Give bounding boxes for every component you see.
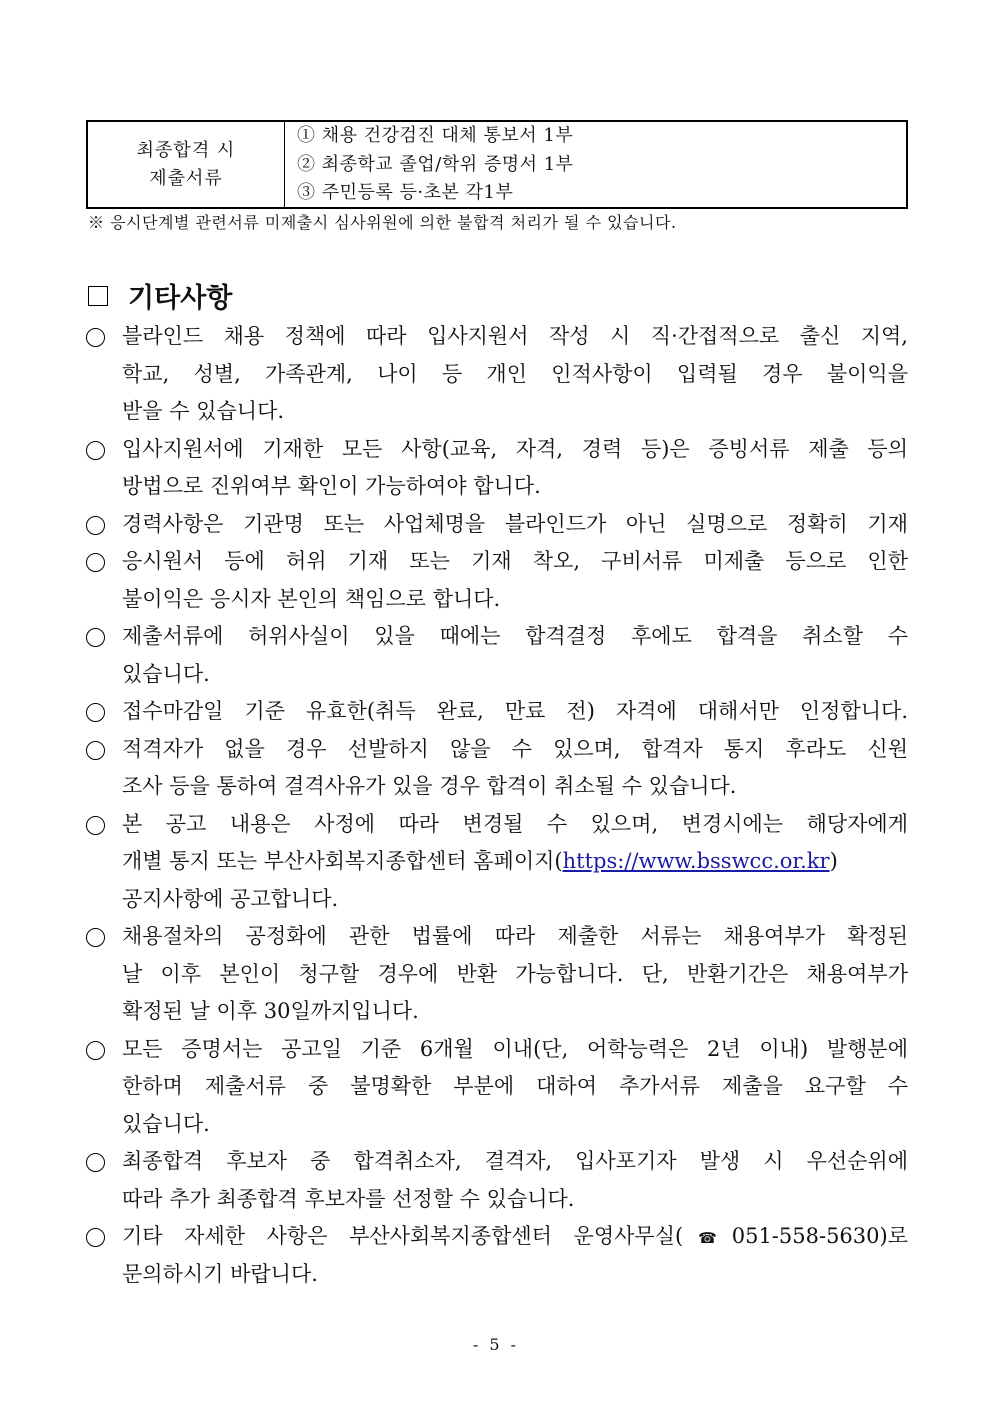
notice-list: [86, 318, 908, 1293]
circle-bullet-icon: [86, 1041, 105, 1060]
table-item: ③ 주민등록 등·초본 각1부: [297, 182, 514, 203]
phone-icon: ☎: [683, 1229, 732, 1247]
table-note: ※ 응시단계별 관련서류 미제출시 심사위원에 의한 불합격 처리가 될 수 있습니다.: [88, 213, 677, 232]
list-item: [86, 618, 908, 693]
circle-bullet-icon: [86, 1228, 105, 1247]
list-item: [86, 806, 908, 919]
item-line: 확정된 날 이후 30일까지입니다.: [122, 999, 419, 1023]
item-line-text: 개별 통지 또는 부산사회복지종합센터 홈페이지(: [122, 849, 563, 873]
table-label-line2: 제출서류: [149, 167, 223, 189]
circle-bullet-icon: [86, 516, 105, 535]
item-line: 방법으로 진위여부 확인이 가능하여야 합니다.: [122, 474, 541, 498]
item-line: 적격자가 없을 경우 선발하지 않을 수 있으며, 합격자 통지 후라도 신원: [122, 736, 908, 761]
item-line-text: ): [829, 849, 838, 873]
item-line: 블라인드 채용 정책에 따라 입사지원서 작성 시 직·간접적으로 출신 지역,: [122, 324, 908, 348]
list-item: [86, 543, 908, 618]
item-line: [122, 843, 908, 881]
item-line: 받을 수 있습니다.: [122, 399, 285, 423]
list-item: [86, 1218, 908, 1293]
item-line: 채용절차의 공정화에 관한 법률에 따라 제출한 서류는 채용여부가 확정된: [122, 924, 908, 948]
item-line: 최종합격 후보자 중 합격취소자, 결격자, 입사포기자 발생 시 우선순위에: [122, 1149, 908, 1173]
circle-bullet-icon: [86, 1153, 105, 1172]
item-line: 본 공고 내용은 사정에 따라 변경될 수 있으며, 변경시에는 해당자에게: [122, 811, 908, 836]
circle-bullet-icon: [86, 553, 105, 572]
circle-bullet-icon: [86, 928, 105, 947]
circle-bullet-icon: [86, 441, 105, 460]
table-item: ① 채용 건강검진 대체 통보서 1부: [297, 125, 574, 146]
circle-bullet-icon: [86, 328, 105, 347]
section-heading: [88, 276, 232, 315]
square-bullet-icon: [88, 286, 108, 306]
item-line: 있습니다.: [122, 1111, 210, 1136]
list-item: [86, 318, 908, 431]
item-line: 있습니다.: [122, 661, 210, 686]
table-items-cell: [285, 122, 906, 207]
list-item: [86, 693, 908, 731]
circle-bullet-icon: [86, 703, 105, 722]
circle-bullet-icon: [86, 628, 105, 647]
item-line: [122, 1218, 908, 1256]
item-line: 한하며 제출서류 중 불명확한 부분에 대하여 추가서류 제출을 요구할 수: [122, 1074, 908, 1098]
table-item: ② 최종학교 졸업/학위 증명서 1부: [297, 153, 574, 175]
item-line: 조사 등을 통하여 결격사유가 있을 경우 합격이 취소될 수 있습니다.: [122, 774, 737, 798]
item-line: 입사지원서에 기재한 모든 사항(교육, 자격, 경력 등)은 증빙서류 제출 등의: [122, 436, 908, 461]
item-line: 따라 추가 최종합격 후보자를 선정할 수 있습니다.: [122, 1186, 575, 1211]
section-title: 기타사항: [128, 283, 233, 314]
homepage-link[interactable]: https://www.bsswcc.or.kr: [562, 849, 830, 873]
table-label-cell: [88, 122, 285, 207]
phone-number: 051-558-5630)로: [731, 1224, 908, 1248]
item-line: 경력사항은 기관명 또는 사업체명을 블라인드가 아닌 실명으로 정확히 기재: [122, 511, 908, 536]
list-item: [86, 731, 908, 806]
circle-bullet-icon: [86, 741, 105, 760]
item-line: 접수마감일 기준 유효한(취득 완료, 만료 전) 자격에 대해서만 인정합니다.: [122, 699, 908, 723]
list-item: [86, 506, 908, 544]
item-line: 응시원서 등에 허위 기재 또는 기재 착오, 구비서류 미제출 등으로 인한: [122, 549, 908, 573]
submission-documents-table: [86, 120, 908, 209]
item-line: 날 이후 본인이 청구할 경우에 반환 가능합니다. 단, 반환기간은 채용여부가: [122, 961, 908, 986]
list-item: [86, 431, 908, 506]
item-line-text: 기타 자세한 사항은 부산사회복지종합센터 운영사무실(: [122, 1224, 684, 1248]
item-line: 불이익은 응시자 본인의 책임으로 합니다.: [122, 586, 501, 611]
item-line: 모든 증명서는 공고일 기준 6개월 이내(단, 어학능력은 2년 이내) 발행분에: [122, 1036, 908, 1061]
circle-bullet-icon: [86, 816, 105, 835]
item-line: 제출서류에 허위사실이 있을 때에는 합격결정 후에도 합격을 취소할 수: [122, 624, 908, 648]
item-line: 공지사항에 공고합니다.: [122, 886, 339, 911]
list-item: [86, 1143, 908, 1218]
item-line: 학교, 성별, 가족관계, 나이 등 개인 인적사항이 입력될 경우 불이익을: [122, 361, 908, 386]
list-item: [86, 918, 908, 1031]
item-line: 문의하시기 바랍니다.: [122, 1261, 318, 1286]
table-label-line1: 최종합격 시: [136, 139, 236, 161]
page-number: - 5 -: [472, 1335, 520, 1354]
list-item: [86, 1031, 908, 1144]
